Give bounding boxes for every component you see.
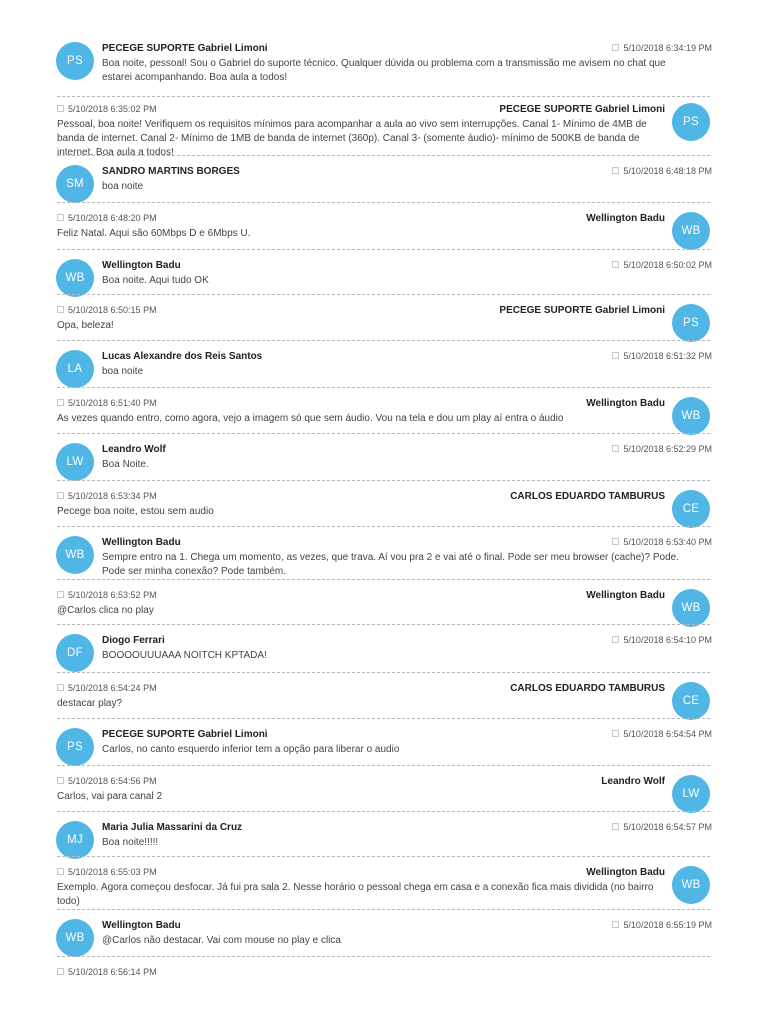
timestamp-text: 5/10/2018 6:54:54 PM: [623, 729, 712, 739]
chat-message: [0, 250, 768, 295]
timestamp-text: 5/10/2018 6:50:15 PM: [68, 305, 157, 315]
timestamp-text: 5/10/2018 6:54:10 PM: [623, 635, 712, 645]
avatar: PS: [672, 304, 710, 342]
sender-name: Diogo Ferrari: [102, 635, 165, 646]
sender-name: Leandro Wolf: [601, 776, 665, 787]
message-text: Boa noite!!!!!: [102, 837, 159, 848]
avatar: MJ: [56, 821, 94, 859]
timestamp-text: 5/10/2018 6:50:02 PM: [623, 260, 712, 270]
message-text: Pessoal, boa noite! Verifiquem os requisitos mínimos para acompanhar a aula ao vivo sem interrupções. Canal 1- Mínimo de 4MB de banda de internet. Canal 2- Mínimo de 1MB de banda de internet (360p). Canal 3- (somente áudio)- mínimo de 500KB de banda de internet. Boa aula a todos!: [57, 119, 647, 158]
clock-icon: [57, 777, 64, 784]
avatar: PS: [56, 728, 94, 766]
timestamp-text: 5/10/2018 6:53:34 PM: [68, 491, 157, 501]
chat-message: [0, 295, 768, 341]
message-text: @Carlos clica no play: [57, 605, 154, 616]
clock-icon: [612, 167, 619, 174]
clock-icon: [612, 44, 619, 51]
message-timestamp: [57, 491, 157, 501]
chat-message: [0, 156, 768, 203]
timestamp-text: 5/10/2018 6:48:18 PM: [623, 166, 712, 176]
message-timestamp: [57, 398, 157, 408]
avatar: WB: [56, 919, 94, 957]
chat-message: [0, 857, 768, 910]
avatar: WB: [672, 866, 710, 904]
sender-name: Maria Julia Massarini da Cruz: [102, 822, 243, 833]
sender-name: PECEGE SUPORTE Gabriel Limoni: [499, 305, 665, 316]
message-timestamp: [57, 590, 157, 600]
clock-icon: [57, 591, 64, 598]
clock-icon: [612, 261, 619, 268]
avatar: WB: [672, 589, 710, 627]
chat-message: [0, 719, 768, 766]
sender-name: Wellington Badu: [586, 590, 665, 601]
clock-icon: [57, 684, 64, 691]
timestamp-text: 5/10/2018 6:51:32 PM: [623, 351, 712, 361]
sender-name: PECEGE SUPORTE Gabriel Limoni: [102, 729, 268, 740]
message-text: Exemplo. Agora começou desfocar. Já fui pra sala 2. Nesse horário o pessoal chega em casa e a conexão fica mais dividida (no bairro todo): [57, 882, 654, 907]
message-text: boa noite: [102, 181, 144, 192]
message-timestamp: [612, 43, 712, 53]
message-text: Boa Noite.: [102, 459, 149, 470]
chat-message: [0, 910, 768, 957]
message-text: destacar play?: [57, 698, 123, 709]
clock-icon: [57, 492, 64, 499]
clock-icon: [57, 968, 64, 975]
message-text: Carlos, no canto esquerdo inferior tem a opção para liberar o audio: [102, 744, 400, 755]
message-timestamp: [57, 683, 157, 693]
timestamp-text: 5/10/2018 6:54:24 PM: [68, 683, 157, 693]
timestamp-text: 5/10/2018 6:54:57 PM: [623, 822, 712, 832]
timestamp-text: 5/10/2018 6:53:40 PM: [623, 537, 712, 547]
sender-name: Wellington Badu: [102, 260, 181, 271]
timestamp-text: 5/10/2018 6:54:56 PM: [68, 776, 157, 786]
timestamp-text: 5/10/2018 6:52:29 PM: [623, 444, 712, 454]
message-text: Boa noite. Aqui tudo OK: [102, 275, 209, 286]
message-text: @Carlos não destacar. Vai com mouse no play e clica: [102, 935, 341, 946]
clock-icon: [612, 538, 619, 545]
timestamp-text: 5/10/2018 6:34:19 PM: [623, 43, 712, 53]
timestamp-text: 5/10/2018 6:51:40 PM: [68, 398, 157, 408]
avatar: LW: [56, 443, 94, 481]
clock-icon: [612, 730, 619, 737]
chat-message: [0, 673, 768, 719]
avatar: CE: [672, 682, 710, 720]
message-text: Carlos, vai para canal 2: [57, 791, 163, 802]
sender-name: PECEGE SUPORTE Gabriel Limoni: [102, 43, 268, 54]
timestamp-text: 5/10/2018 6:48:20 PM: [68, 213, 157, 223]
timestamp-text: 5/10/2018 6:35:02 PM: [68, 104, 157, 114]
clock-icon: [57, 306, 64, 313]
clock-icon: [612, 636, 619, 643]
chat-message: [0, 766, 768, 812]
clock-icon: [57, 868, 64, 875]
avatar: LW: [672, 775, 710, 813]
chat-message: [0, 434, 768, 481]
message-text: Sempre entro na 1. Chega um momento, as vezes, que trava. Aí vou pra 2 e vai até o final. Pode ser meu browser (cache)? Pode. Pode ser minha conexão? Pode também.: [102, 552, 679, 577]
message-timestamp: [612, 351, 712, 361]
sender-name: Wellington Badu: [102, 920, 181, 931]
message-text: boa noite: [102, 366, 144, 377]
sender-name: CARLOS EDUARDO TAMBURUS: [510, 491, 665, 502]
message-text: Opa, beleza!: [57, 320, 114, 331]
message-text: Boa noite, pessoal! Sou o Gabriel do suporte técnico. Qualquer dúvida ou problema com a transmissão me avisem no chat que estarei acompanhando. Boa aula a todos!: [102, 58, 666, 83]
timestamp-text: 5/10/2018 6:55:03 PM: [68, 867, 157, 877]
sender-name: CARLOS EDUARDO TAMBURUS: [510, 683, 665, 694]
avatar: WB: [672, 397, 710, 435]
avatar: PS: [56, 42, 94, 80]
sender-name: Wellington Badu: [586, 398, 665, 409]
message-timestamp: [612, 920, 712, 930]
message-text: Feliz Natal. Aqui são 60Mbps D e 6Mbps U.: [57, 228, 251, 239]
clock-icon: [612, 445, 619, 452]
sender-name: Wellington Badu: [586, 213, 665, 224]
sender-name: PECEGE SUPORTE Gabriel Limoni: [499, 104, 665, 115]
message-timestamp: [612, 260, 712, 270]
chat-message: [0, 341, 768, 388]
message-timestamp: [57, 104, 157, 114]
timestamp-text: 5/10/2018 6:53:52 PM: [68, 590, 157, 600]
chat-message: [0, 481, 768, 527]
chat-message: [0, 625, 768, 673]
avatar: CE: [672, 490, 710, 528]
avatar: PS: [672, 103, 710, 141]
clock-icon: [57, 105, 64, 112]
clock-icon: [612, 921, 619, 928]
avatar: LA: [56, 350, 94, 388]
message-timestamp: [612, 729, 712, 739]
message-timestamp: [57, 305, 157, 315]
message-timestamp: [612, 444, 712, 454]
avatar: WB: [672, 212, 710, 250]
chat-message: [0, 388, 768, 434]
clock-icon: [612, 823, 619, 830]
message-text: As vezes quando entro, como agora, vejo a imagem só que sem áudio. Vou na tela e dou um play aí entra o áudio: [57, 413, 564, 424]
chat-message: [0, 580, 768, 625]
avatar: WB: [56, 536, 94, 574]
clock-icon: [612, 352, 619, 359]
sender-name: Wellington Badu: [102, 537, 181, 548]
chat-message: [0, 812, 768, 857]
message-timestamp: [57, 776, 157, 786]
message-text: Pecege boa noite, estou sem audio: [57, 506, 214, 517]
chat-message: [0, 203, 768, 250]
message-timestamp: [57, 213, 157, 223]
message-timestamp: [612, 166, 712, 176]
sender-name: SANDRO MARTINS BORGES: [102, 166, 240, 177]
avatar: DF: [56, 634, 94, 672]
sender-name: Lucas Alexandre dos Reis Santos: [102, 351, 263, 362]
sender-name: Wellington Badu: [586, 867, 665, 878]
clock-icon: [57, 214, 64, 221]
sender-name: Leandro Wolf: [102, 444, 166, 455]
clock-icon: [57, 399, 64, 406]
message-text: BOOOOUUUAAA NOITCH KPTADA!: [102, 650, 267, 661]
chat-message: [0, 957, 768, 987]
avatar: WB: [56, 259, 94, 297]
chat-message: [0, 527, 768, 580]
message-timestamp: [612, 537, 712, 547]
timestamp-text: 5/10/2018 6:56:14 PM: [68, 967, 157, 977]
message-timestamp: [612, 635, 712, 645]
message-timestamp: [57, 867, 157, 877]
chat-message: [0, 94, 768, 156]
chat-message: [0, 33, 768, 97]
message-timestamp: [612, 822, 712, 832]
message-timestamp: [57, 967, 157, 977]
avatar: SM: [56, 165, 94, 203]
timestamp-text: 5/10/2018 6:55:19 PM: [623, 920, 712, 930]
